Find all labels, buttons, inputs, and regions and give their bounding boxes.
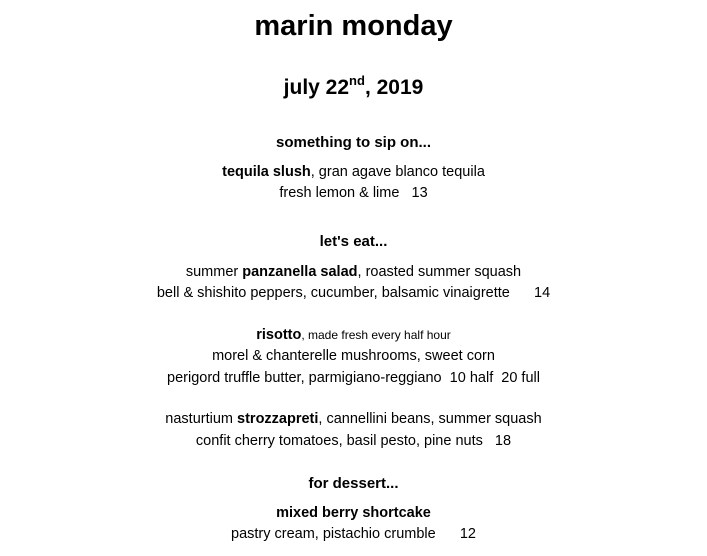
item-prefix: summer <box>185 264 243 280</box>
item-note: , made fresh every half hour <box>301 328 451 342</box>
item-prefix: nasturtium <box>165 411 238 427</box>
item-description-line: morel & chanterelle mushrooms, sweet corn <box>212 348 495 364</box>
menu-item-strozzapreti <box>0 411 707 427</box>
item-name: panzanella salad <box>242 264 358 280</box>
item-description-line: bell & shishito peppers, cucumber, balsamic vinaigrette 14 <box>156 285 551 301</box>
item-description-line: perigord truffle butter, parmigiano-reggiano 10 half 20 full <box>167 370 540 386</box>
item-description-line: pastry cream, pistachio crumble 12 <box>231 526 476 542</box>
item-description-line: confit cherry tomatoes, basil pesto, pine nuts 18 <box>195 433 512 449</box>
item-description: , cannellini beans, summer squash <box>318 411 542 427</box>
item-name: risotto <box>256 327 302 343</box>
menu-item-panzanella-salad <box>0 264 707 280</box>
menu-title: marin monday <box>254 10 453 42</box>
menu-item-mixed-berry-shortcake <box>0 505 707 521</box>
item-description: , gran agave blanco tequila <box>310 164 485 180</box>
item-description: , roasted summer squash <box>357 264 522 280</box>
menu-item-tequila-slush <box>0 164 707 180</box>
menu-item-risotto <box>0 327 707 343</box>
section-heading-drinks: something to sip on... <box>276 134 431 151</box>
section-heading-food: let's eat... <box>319 233 388 250</box>
section-heading-dessert: for dessert... <box>308 475 399 492</box>
item-name: strozzapreti <box>237 411 319 427</box>
item-name: tequila slush <box>222 164 311 180</box>
item-name: mixed berry shortcake <box>276 505 431 521</box>
item-description-line: fresh lemon & lime 13 <box>279 185 428 201</box>
date-ordinal-suffix: nd <box>349 73 365 88</box>
menu-date <box>0 73 707 100</box>
date-year: , 2019 <box>364 76 424 99</box>
date-prefix: july 22 <box>283 76 350 99</box>
